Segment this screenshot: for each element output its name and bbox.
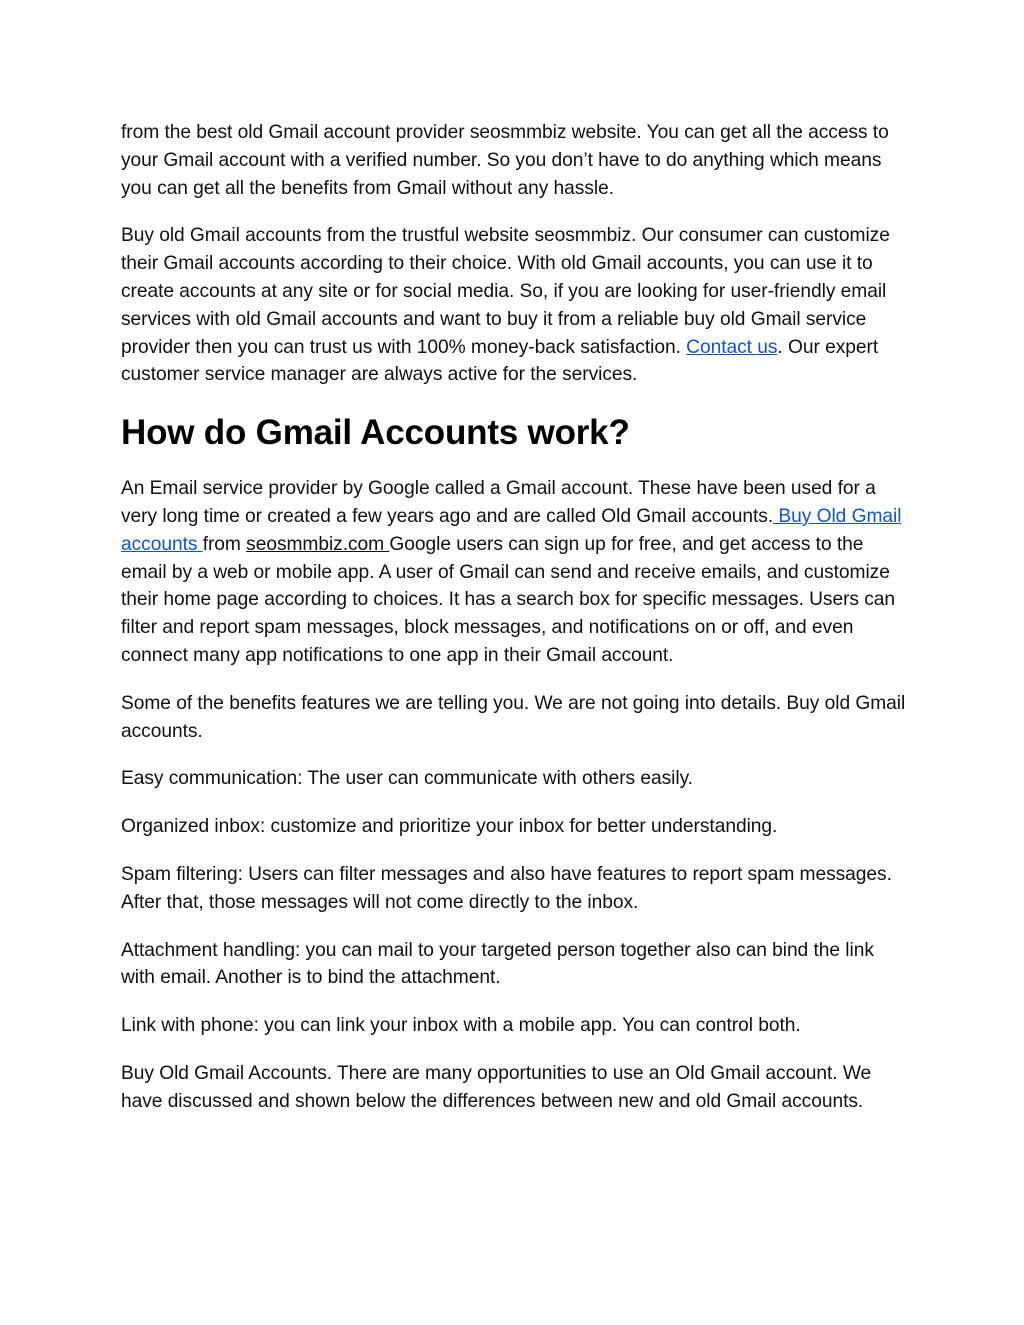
seosmmbiz-link[interactable]: seosmmbiz.com — [246, 533, 390, 555]
section-heading: How do Gmail Accounts work? — [121, 413, 630, 453]
benefits-intro-paragraph: Some of the benefits features we are telling you. We are not going into details. Buy old Gmail accounts. — [121, 692, 906, 742]
closing-paragraph: Buy Old Gmail Accounts. There are many opportunities to use an Old Gmail account. We have discussed and shown below the differences between new and old Gmail accounts. — [121, 1062, 872, 1112]
benefit-organized-inbox: Organized inbox: customize and prioritize your inbox for better understanding. — [121, 816, 778, 838]
benefit-attachment-handling: Attachment handling: you can mail to your targeted person together also can bind the link with email. Another is to bind the attachment. — [121, 939, 874, 989]
intro-paragraph-2 — [121, 222, 911, 389]
benefit-link-with-phone: Link with phone: you can link your inbox with a mobile app. You can control both. — [121, 1015, 801, 1037]
section-paragraph-1-text-end: Google users can sign up for free, and get access to the email by a web or mobile app. A user of Gmail can send and receive emails, and customize their home page according to choices. It has a search box for specific messages. Users can filter and report spam messages, block messages, and notifications on or off, and even connect many app notifications to one app in their Gmail account. — [121, 533, 896, 666]
benefit-spam-filtering: Spam filtering: Users can filter messages and also have features to report spam messages. After that, those messages will not come directly to the inbox. — [121, 863, 892, 913]
benefit-easy-communication: Easy communication: The user can communicate with others easily. — [121, 768, 693, 790]
buy-old-gmail-accounts-link[interactable]: Buy Old Gmail accounts — [121, 505, 902, 555]
document-page — [121, 119, 911, 1136]
intro-paragraph-1: from the best old Gmail account provider seosmmbiz website. You can get all the access to your Gmail account with a verified number. So you don’t have to do anything which means you can get all the benefits from Gmail without any hassle. — [121, 122, 889, 199]
section-paragraph-1 — [121, 475, 911, 670]
intro-paragraph-2-text-start: Buy old Gmail accounts from the trustful website seosmmbiz. Our consumer can customize their Gmail accounts according to their choice. With old Gmail accounts, you can use it to create accounts at any site or for social media. So, if you are looking for user-friendly email services with old Gmail accounts and want to buy it from a reliable buy old Gmail service provider then you can trust us with 100% money-back satisfaction. — [121, 225, 890, 358]
section-paragraph-1-text-mid: from — [202, 533, 247, 555]
intro-paragraph-2-text-end: . Our expert customer service manager are always active for the services. — [121, 336, 879, 386]
contact-us-link[interactable]: Contact us — [686, 336, 778, 358]
section-paragraph-1-text-start: An Email service provider by Google called a Gmail account. These have been used for a very long time or created a few years ago and are called Old Gmail accounts. — [121, 478, 876, 527]
